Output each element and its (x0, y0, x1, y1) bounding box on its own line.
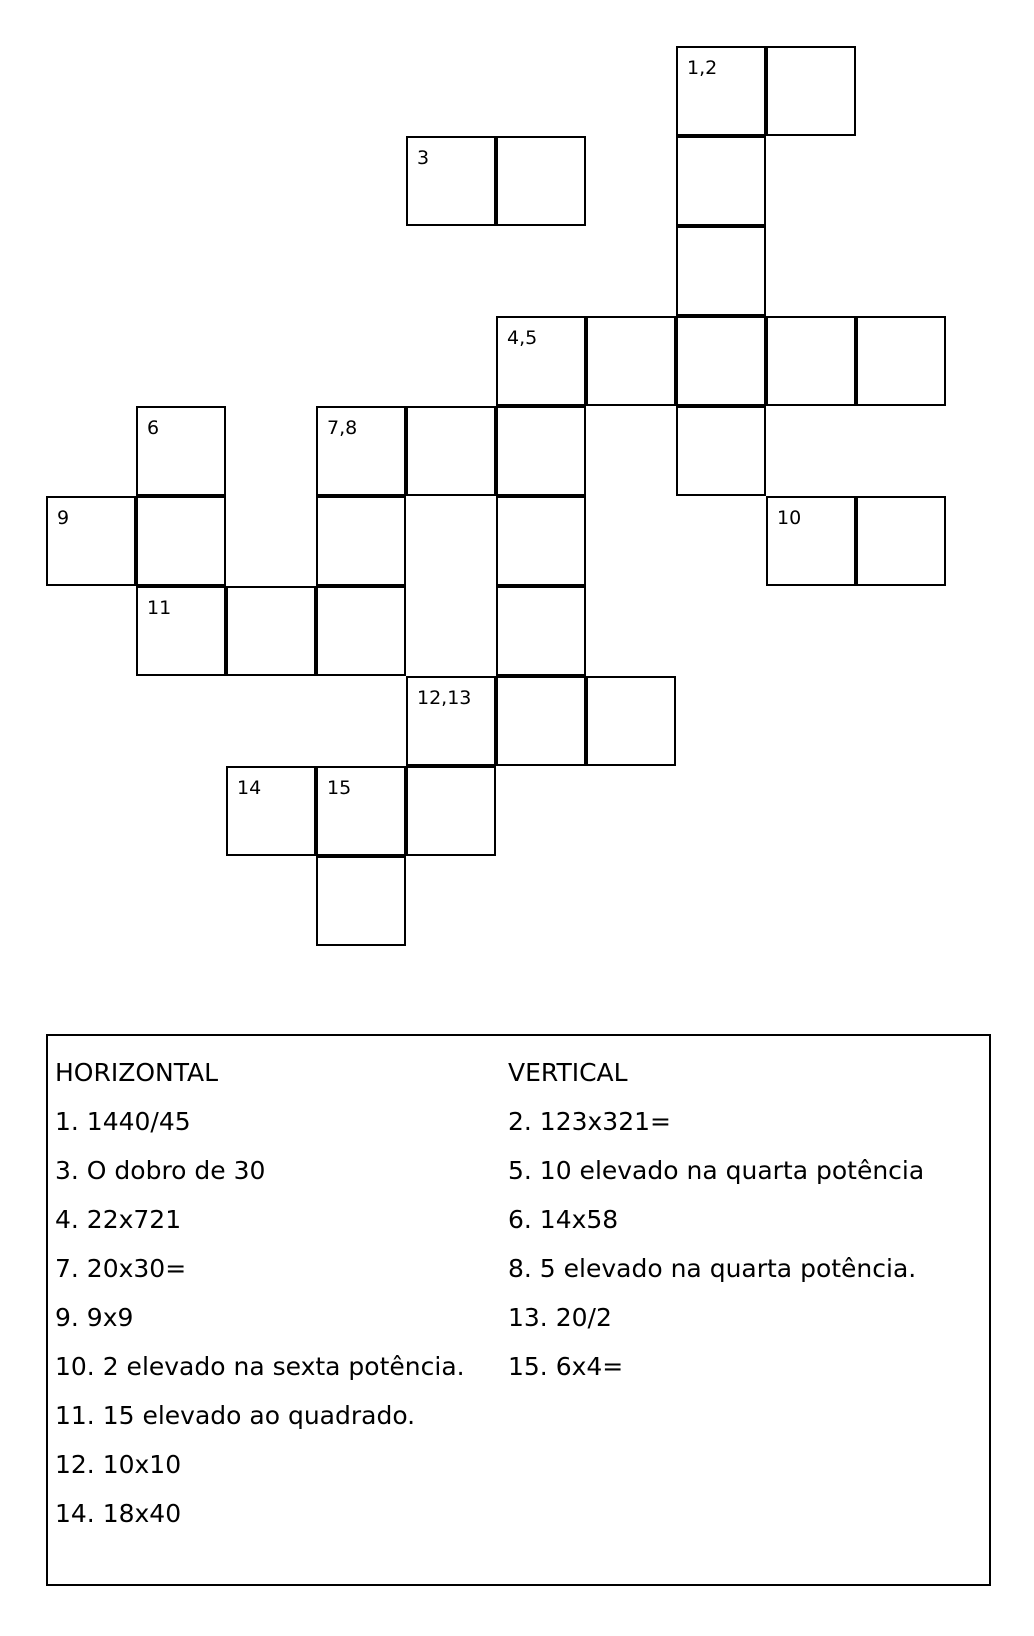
clue-vertical-8: 8. 5 elevado na quarta potência. (508, 1254, 917, 1283)
clue-horizontal-9: 9. 9x9 (55, 1303, 134, 1332)
clue-horizontal-11: 11. 15 elevado ao quadrado. (55, 1401, 416, 1430)
crossword-cell[interactable] (676, 226, 766, 316)
crossword-cell[interactable] (496, 316, 586, 406)
horizontal-clues (55, 1048, 465, 1538)
horizontal-heading: HORIZONTAL (55, 1058, 219, 1087)
crossword-cell[interactable] (136, 496, 226, 586)
vertical-heading: VERTICAL (508, 1058, 628, 1087)
clue-vertical-6: 6. 14x58 (508, 1205, 619, 1234)
clue-vertical-2: 2. 123x321= (508, 1107, 671, 1136)
clue-vertical-5: 5. 10 elevado na quarta potência (508, 1156, 925, 1185)
crossword-cell[interactable] (46, 496, 136, 586)
crossword-cell[interactable] (136, 586, 226, 676)
clues-box (46, 1034, 991, 1586)
crossword-cell[interactable] (766, 316, 856, 406)
cell-number: 9 (57, 507, 70, 529)
cell-number: 4,5 (507, 327, 538, 349)
cell-number: 14 (237, 777, 262, 799)
crossword-cell[interactable] (676, 316, 766, 406)
cell-number: 10 (777, 507, 802, 529)
crossword-cell[interactable] (316, 496, 406, 586)
crossword-cell[interactable] (676, 46, 766, 136)
crossword-cell[interactable] (136, 406, 226, 496)
crossword-cell[interactable] (766, 46, 856, 136)
cell-number: 15 (327, 777, 352, 799)
crossword-cell[interactable] (676, 136, 766, 226)
crossword-cell[interactable] (496, 676, 586, 766)
crossword-cell[interactable] (496, 586, 586, 676)
crossword-cell[interactable] (316, 406, 406, 496)
clue-horizontal-14: 14. 18x40 (55, 1499, 182, 1528)
crossword-cell[interactable] (316, 766, 406, 856)
clue-horizontal-10: 10. 2 elevado na sexta potência. (55, 1352, 465, 1381)
clue-horizontal-7: 7. 20x30= (55, 1254, 187, 1283)
crossword-cell[interactable] (316, 856, 406, 946)
clue-vertical-13: 13. 20/2 (508, 1303, 612, 1332)
clue-horizontal-4: 4. 22x721 (55, 1205, 182, 1234)
crossword-cell[interactable] (586, 316, 676, 406)
clue-vertical-15: 15. 6x4= (508, 1352, 624, 1381)
crossword-cell[interactable] (856, 316, 946, 406)
crossword-cell[interactable] (856, 496, 946, 586)
clue-horizontal-12: 12. 10x10 (55, 1450, 182, 1479)
cell-number: 1,2 (687, 57, 718, 79)
cell-number: 7,8 (327, 417, 358, 439)
crossword-cell[interactable] (676, 406, 766, 496)
crossword-cell[interactable] (226, 586, 316, 676)
crossword-cell[interactable] (406, 136, 496, 226)
cell-number: 3 (417, 147, 430, 169)
crossword-cell[interactable] (496, 136, 586, 226)
cell-number: 6 (147, 417, 160, 439)
cell-number: 12,13 (417, 687, 472, 709)
crossword-cell[interactable] (406, 766, 496, 856)
crossword-cell[interactable] (226, 766, 316, 856)
crossword-cell[interactable] (496, 496, 586, 586)
cell-number: 11 (147, 597, 172, 619)
crossword-cell[interactable] (496, 406, 586, 496)
crossword-cell[interactable] (766, 496, 856, 586)
clue-horizontal-3: 3. O dobro de 30 (55, 1156, 266, 1185)
crossword-cell[interactable] (406, 406, 496, 496)
vertical-clues (508, 1048, 924, 1391)
crossword-cell[interactable] (586, 676, 676, 766)
crossword-cell[interactable] (316, 586, 406, 676)
crossword-cell[interactable] (406, 676, 496, 766)
clue-horizontal-1: 1. 1440/45 (55, 1107, 191, 1136)
